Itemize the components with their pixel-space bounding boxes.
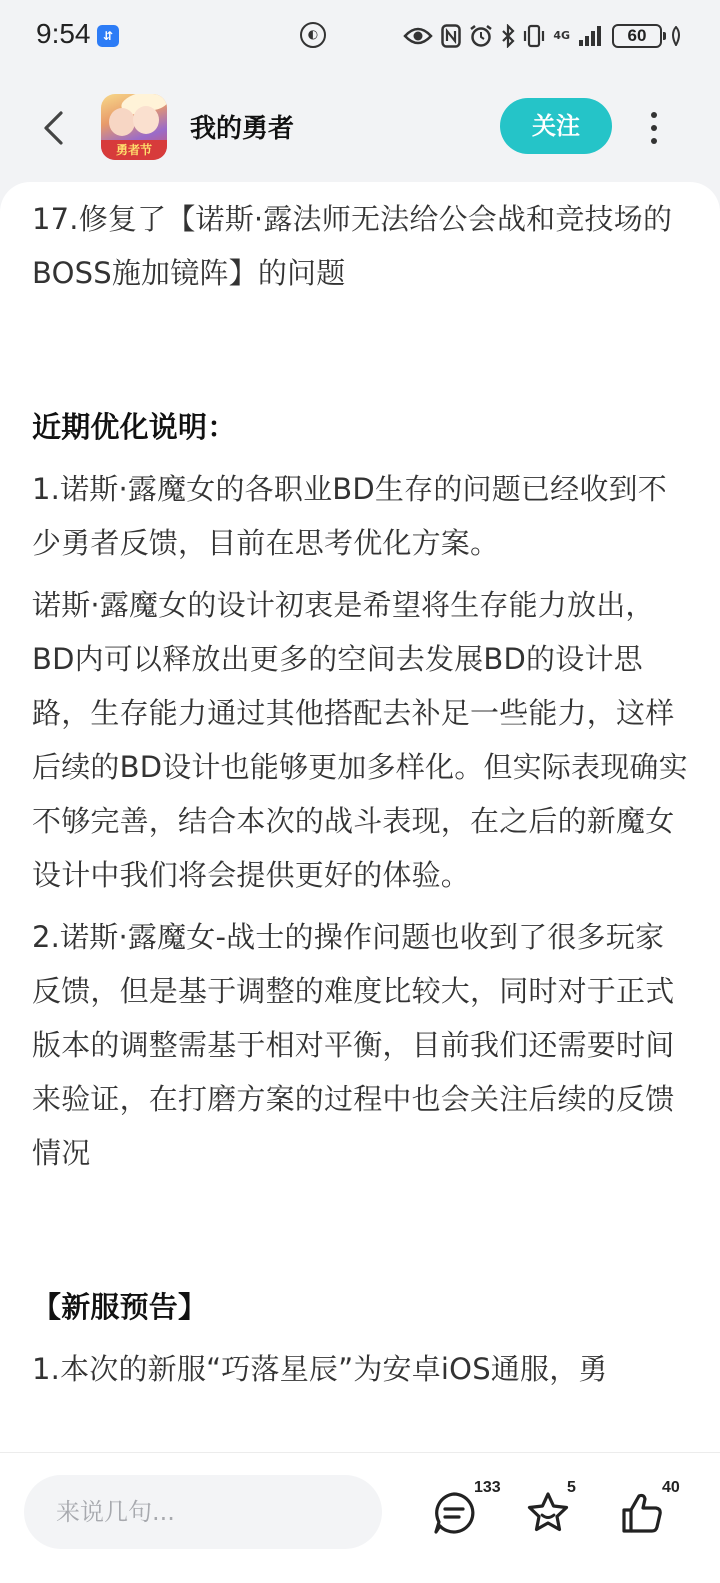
more-options-button[interactable] xyxy=(636,106,672,150)
follow-button[interactable]: 关注 xyxy=(500,98,612,154)
comment-icon xyxy=(431,1490,477,1536)
post-body xyxy=(32,182,692,1404)
vibrate-icon xyxy=(523,24,545,48)
paragraph-new-server-1: 1.本次的新服“巧落星辰”为安卓iOS通服，勇 xyxy=(32,1352,608,1386)
page-title[interactable]: 我的勇者 xyxy=(190,114,295,144)
dot-icon xyxy=(651,138,657,144)
like-count: 40 xyxy=(662,1479,680,1496)
header-bar xyxy=(0,78,720,178)
leaf-icon xyxy=(670,26,682,46)
dot-icon xyxy=(651,125,657,131)
avatar-banner: 勇者节 xyxy=(101,140,167,160)
network-type: 4G xyxy=(553,29,570,42)
comment-input[interactable] xyxy=(24,1475,382,1549)
bottom-action-bar xyxy=(0,1452,720,1583)
star-icon xyxy=(525,1490,571,1536)
status-time: 9:54 xyxy=(36,18,91,49)
app-notification-icon: ⇵ xyxy=(97,25,119,47)
heading-optimization: 近期优化说明： xyxy=(32,410,237,444)
dot-icon xyxy=(651,112,657,118)
post-content-card xyxy=(0,182,720,1452)
paragraph-item-2: 2.诺斯·露魔女-战士的操作问题也收到了很多玩家反馈，但是基于调整的难度比较大，同时对于正式版本的调整需基于相对平衡，目前我们还需要时间来验证，在打磨方案的过程中也会关注后续的反馈情况 xyxy=(32,920,675,1170)
favorite-count: 5 xyxy=(567,1479,576,1496)
alarm-icon xyxy=(469,24,493,48)
battery-icon: 60 xyxy=(612,24,662,48)
bluetooth-icon xyxy=(501,24,515,48)
avatar[interactable] xyxy=(101,94,167,160)
status-icons xyxy=(403,20,682,52)
signal-icon xyxy=(578,25,604,47)
paragraph-design-intent: 诺斯·露魔女的设计初衷是希望将生存能力放出，BD内可以释放出更多的空间去发展BD的设计思路，生存能力通过其他搭配去补足一些能力，这样后续的BD设计也能够更加多样化。但实际表现确实不够完善，结合本次的战斗表现，在之后的新魔女设计中我们将会提供更好的体验。 xyxy=(32,588,688,892)
eye-icon xyxy=(403,25,433,47)
status-bar xyxy=(0,0,720,72)
nfc-icon xyxy=(441,24,461,48)
back-button[interactable] xyxy=(30,100,76,156)
chevron-left-icon xyxy=(41,110,65,146)
paragraph-item-1: 1.诺斯·露魔女的各职业BD生存的问题已经收到不少勇者反馈，目前在思考优化方案。 xyxy=(32,472,667,560)
thumbs-up-icon xyxy=(619,1490,665,1536)
comment-count: 133 xyxy=(474,1479,501,1496)
paragraph-fix-17: 17.修复了【诺斯·露法师无法给公会战和竞技场的BOSS施加镜阵】的问题 xyxy=(32,202,673,290)
heading-new-server: 【新服预告】 xyxy=(32,1290,208,1324)
recording-icon: ◐ xyxy=(300,22,326,48)
